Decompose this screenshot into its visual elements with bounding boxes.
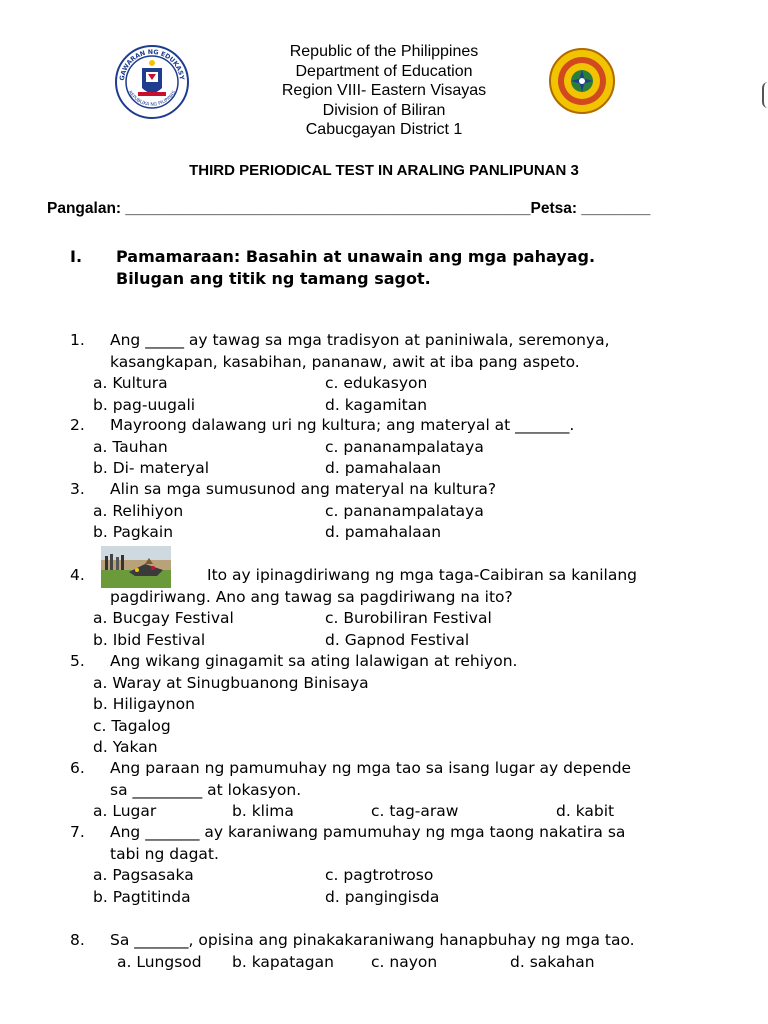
name-date-line: Pangalan: _______________________________________________Petsa: ________	[47, 200, 651, 217]
test-title: THIRD PERIODICAL TEST IN ARALING PANLIPUNAN 3	[189, 162, 579, 179]
question-text-continued: tabi ng dagat.	[110, 844, 219, 863]
question-text: Alin sa mga sumusunod ang materyal na kultura?	[110, 480, 497, 498]
option-d[interactable]: d. pamahalaan	[325, 459, 442, 477]
option-a[interactable]: a. Kultura	[93, 374, 168, 392]
question-number: 7.	[70, 823, 85, 841]
option-c[interactable]: c. tag-araw	[371, 802, 459, 820]
option-b[interactable]: b. Di- materyal	[93, 459, 210, 477]
header-line-department: Department of Education	[295, 62, 473, 80]
question-number: 8.	[70, 931, 85, 949]
option-a[interactable]: a. Relihiyon	[93, 501, 184, 520]
question-number: 3.	[70, 480, 85, 498]
option-b[interactable]: b. Hiligaynon	[93, 695, 195, 713]
option-b[interactable]: b. kapatagan	[232, 952, 334, 971]
option-c[interactable]: c. pananampalataya	[325, 501, 484, 520]
option-d[interactable]: d. pamahalaan	[325, 523, 442, 541]
section-number: I.	[70, 247, 83, 266]
question-number: 5.	[70, 652, 85, 670]
option-a[interactable]: a. Bucgay Festival	[93, 609, 234, 627]
option-a[interactable]: a. Lugar	[93, 802, 157, 820]
option-c[interactable]: c. pananampalataya	[325, 437, 484, 456]
question-number: 6.	[70, 759, 85, 777]
option-d[interactable]: d. Yakan	[93, 738, 158, 756]
header-line-division: Division of Biliran	[322, 101, 446, 119]
header-line-region: Region VIII- Eastern Visayas	[281, 82, 487, 100]
question-text-continued: kasangkapan, kasabihan, pananaw, awit at iba pang aspeto.	[110, 352, 580, 371]
question-text-continued: sa _________ at lokasyon.	[110, 780, 302, 799]
division-seal-logo	[546, 48, 618, 114]
question-text: Ang paraan ng pamumuhay ng mga tao sa isang lugar ay depende	[110, 759, 632, 777]
question-number: 1.	[70, 331, 85, 349]
option-d[interactable]: d. kabit	[556, 802, 615, 820]
option-b[interactable]: b. Ibid Festival	[93, 630, 206, 649]
question-text: Mayroong dalawang uri ng kultura; ang materyal at _______.	[110, 416, 575, 434]
option-b[interactable]: b. klima	[232, 802, 294, 820]
option-c[interactable]: c. nayon	[371, 952, 438, 971]
option-a[interactable]: a. Pagsasaka	[93, 866, 194, 884]
header-line-republic: Republic of the Philippines	[289, 43, 479, 60]
page-edge-mark	[762, 82, 768, 108]
option-b[interactable]: b. Pagkain	[93, 523, 174, 541]
svg-text:REPUBLIKA NG PILIPINAS: REPUBLIKA NG PILIPINAS	[126, 90, 178, 108]
option-c[interactable]: c. edukasyon	[325, 374, 428, 392]
option-c[interactable]: c. Tagalog	[93, 716, 171, 735]
header-line-district: Cabucgayan District 1	[305, 121, 463, 139]
option-b[interactable]: b. Pagtitinda	[93, 887, 191, 906]
question-text-continued: pagdiriwang. Ano ang tawag sa pagdiriwang na ito?	[110, 587, 513, 606]
option-c[interactable]: c. Burobiliran Festival	[325, 609, 492, 627]
instructions-line-1: Pamamaraan: Basahin at unawain ang mga pahayag.	[116, 247, 596, 266]
option-a[interactable]: a. Tauhan	[93, 437, 168, 456]
option-b[interactable]: b. pag-uugali	[93, 395, 196, 414]
festival-photo	[101, 546, 171, 588]
option-a[interactable]: a. Lungsod	[117, 952, 202, 971]
option-d[interactable]: d. pangingisda	[325, 887, 440, 906]
option-c[interactable]: c. pagtrotroso	[325, 866, 434, 884]
question-text: Ang _____ ay tawag sa mga tradisyon at paniniwala, seremonya,	[110, 331, 610, 349]
question-number: 2.	[70, 416, 85, 434]
question-number: 4.	[70, 566, 85, 584]
svg-text:KAGAWARAN NG EDUKASYON: GAWARAN NG EDUKASY	[118, 48, 185, 82]
option-d[interactable]: d. Gapnod Festival	[325, 630, 470, 649]
option-d[interactable]: d. sakahan	[510, 952, 595, 971]
question-text: Ang _______ ay karaniwang pamumuhay ng mga taong nakatira sa	[110, 823, 626, 841]
option-d[interactable]: d. kagamitan	[325, 395, 428, 414]
deped-seal-logo	[112, 44, 192, 120]
question-text: Ito ay ipinagdiriwang ng mga taga-Caibiran sa kanilang	[207, 566, 638, 584]
option-a[interactable]: a. Waray at Sinugbuanong Binisaya	[93, 673, 369, 692]
instructions-line-2: Bilugan ang titik ng tamang sagot.	[116, 269, 431, 288]
question-text: Ang wikang ginagamit sa ating lalawigan at rehiyon.	[110, 652, 518, 670]
question-text: Sa _______, opisina ang pinakakaraniwang hanapbuhay ng mga tao.	[110, 931, 635, 949]
school-header	[200, 42, 568, 140]
